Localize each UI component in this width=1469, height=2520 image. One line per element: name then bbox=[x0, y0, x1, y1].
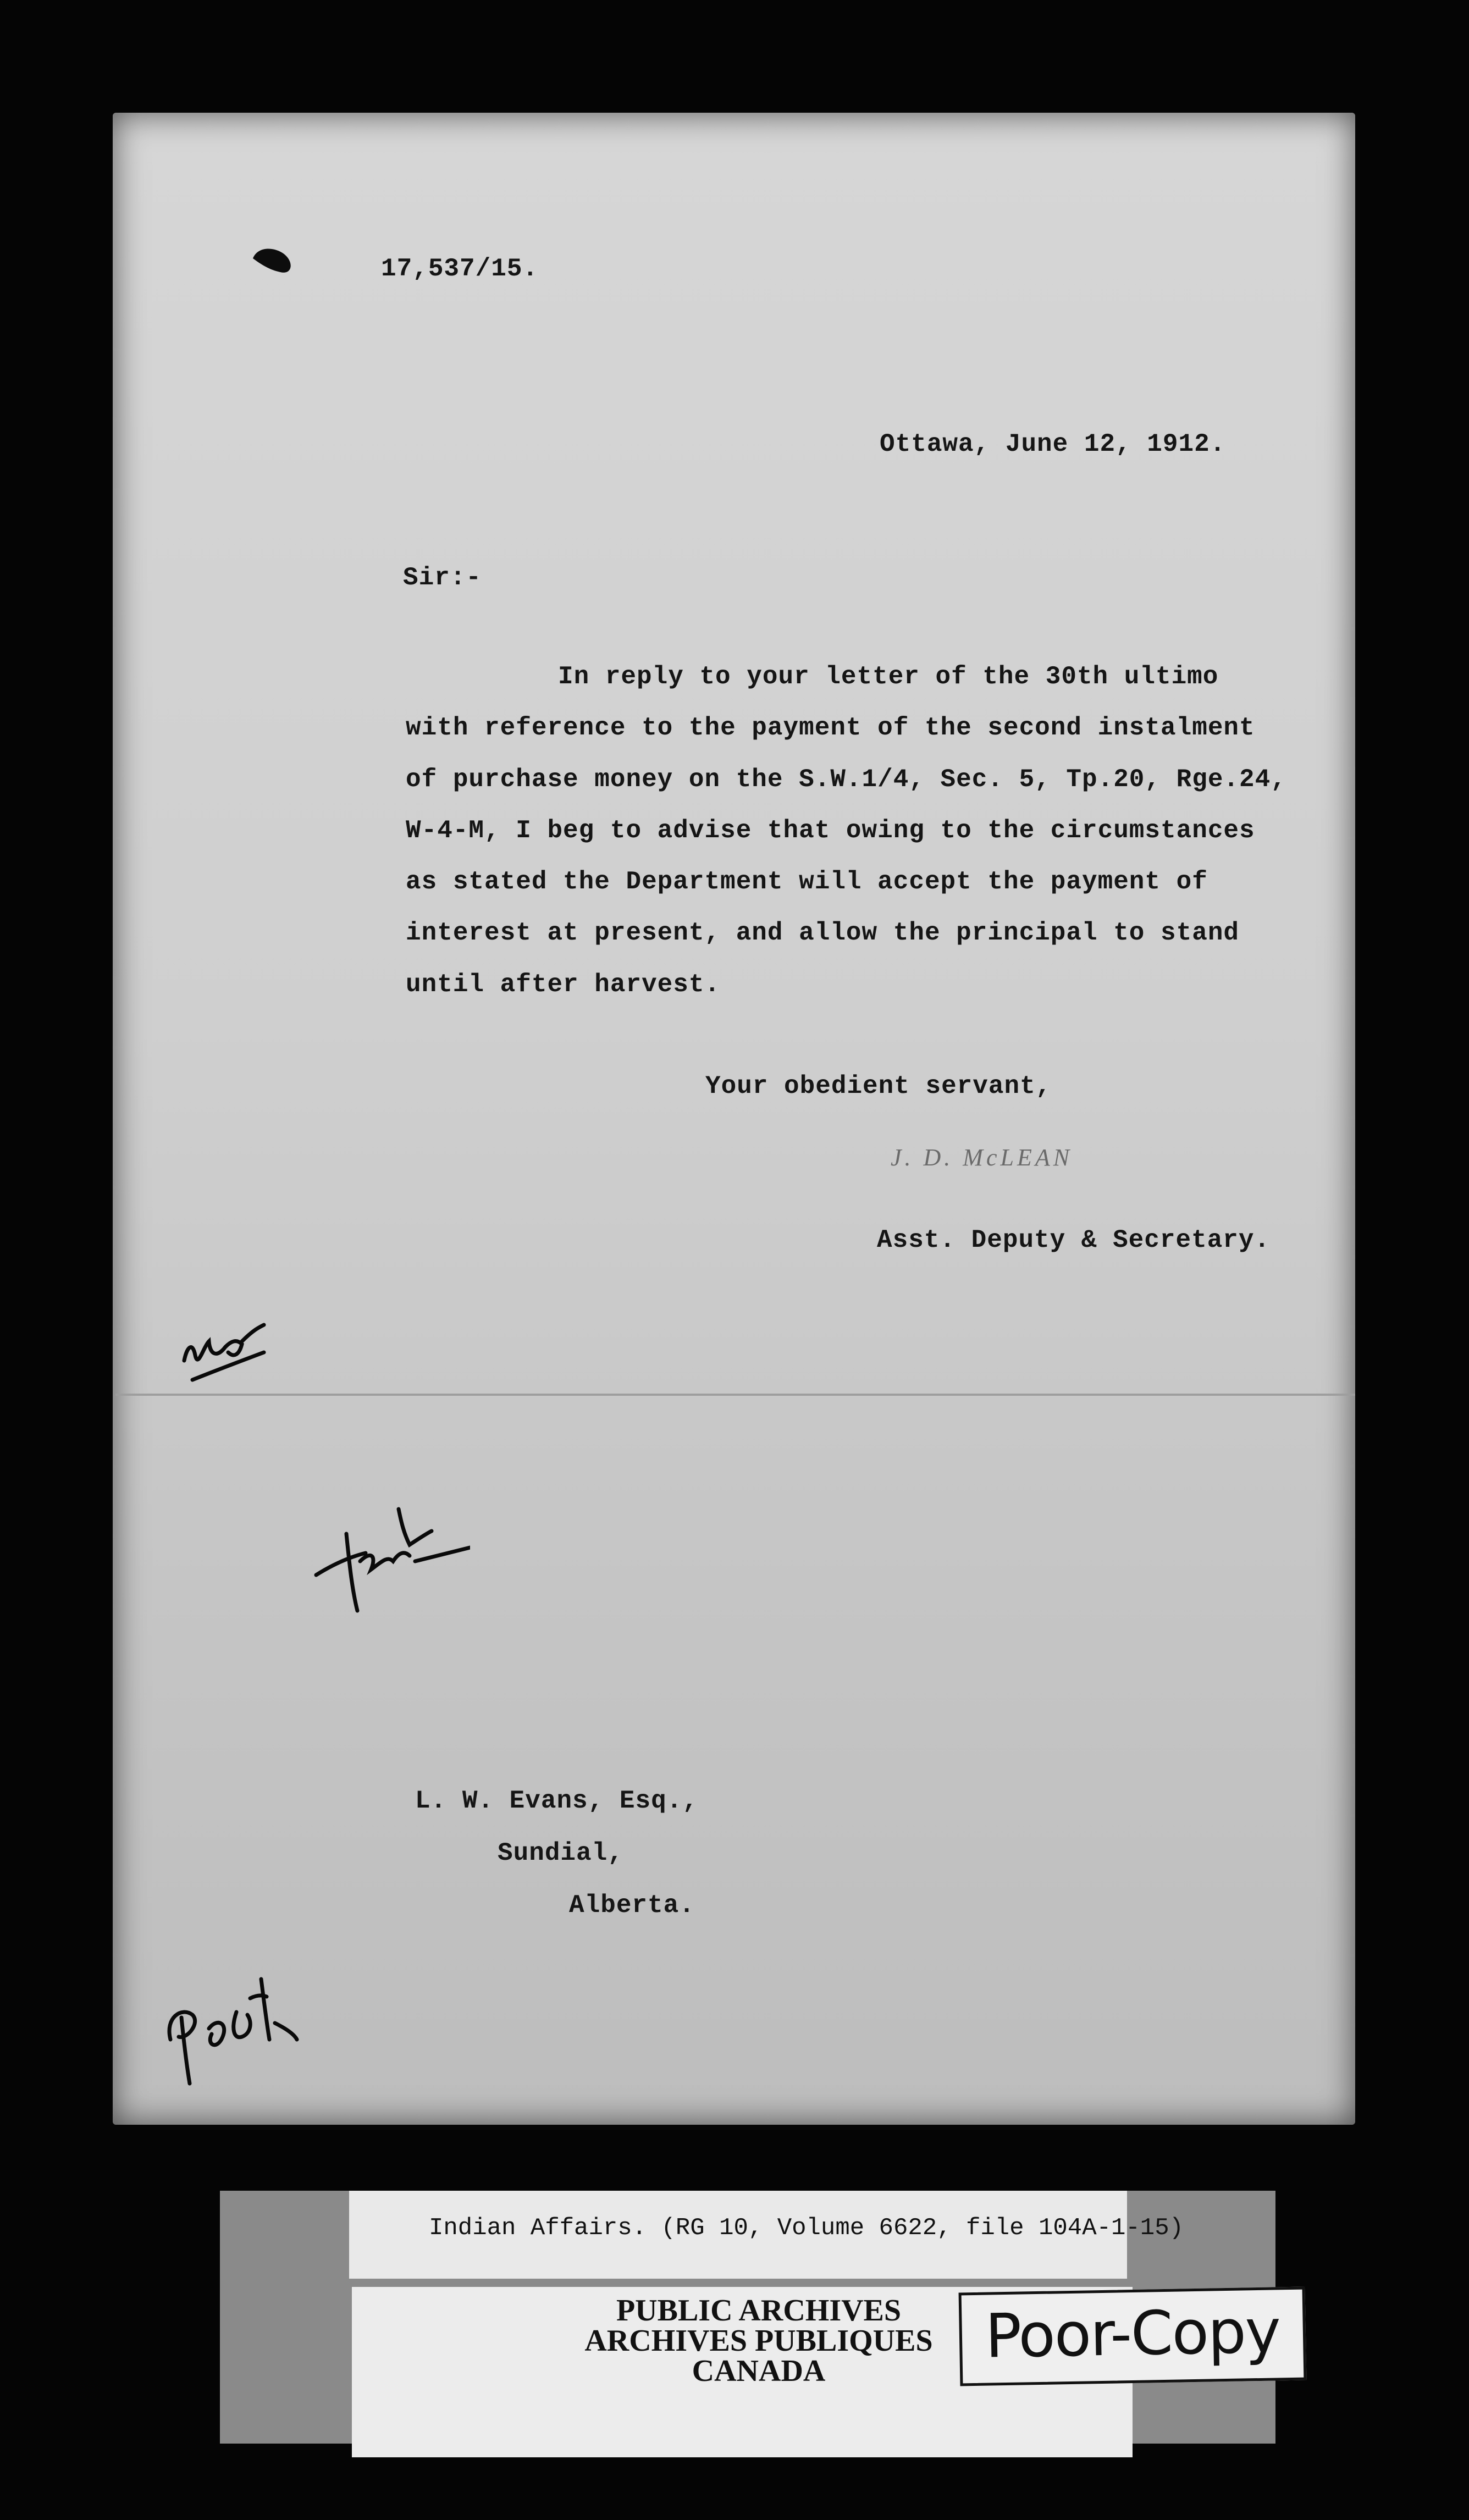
page-fold-line bbox=[115, 1394, 1355, 1396]
body-line: with reference to the payment of the second instalment bbox=[406, 714, 1255, 742]
body-line: as stated the Department will accept the payment of bbox=[406, 867, 1208, 896]
file-number: 17,537/15. bbox=[381, 255, 539, 283]
salutation: Sir:- bbox=[403, 563, 482, 592]
body-line: interest at present, and allow the principal to stand bbox=[406, 919, 1240, 947]
archive-line: PUBLIC ARCHIVES bbox=[616, 2294, 902, 2328]
body-line: W-4-M, I beg to advise that owing to the circumstances bbox=[406, 816, 1255, 845]
archive-reference: Indian Affairs. (RG 10, Volume 6622, file 104A-1-15) bbox=[429, 2214, 1184, 2242]
handwritten-initials-mark bbox=[154, 1946, 302, 2095]
handwritten-initials-mark bbox=[305, 1479, 470, 1627]
ink-blot-mark bbox=[247, 242, 302, 280]
body-line: In reply to your letter of the 30th ultimo bbox=[558, 662, 1219, 691]
poor-copy-stamp bbox=[959, 2287, 1307, 2386]
handwritten-initials-mark bbox=[176, 1308, 275, 1391]
date-line: Ottawa, June 12, 1912. bbox=[880, 430, 1226, 458]
poor-copy-text: Poor-Copy bbox=[984, 2296, 1280, 2372]
archive-line: ARCHIVES PUBLIQUES bbox=[584, 2324, 933, 2358]
address-line: Sundial, bbox=[498, 1839, 623, 1867]
address-line: L. W. Evans, Esq., bbox=[415, 1787, 698, 1815]
signature-title: Asst. Deputy & Secretary. bbox=[877, 1226, 1271, 1255]
body-line: of purchase money on the S.W.1/4, Sec. 5, Tp.20, Rge.24, bbox=[406, 765, 1286, 794]
address-line: Alberta. bbox=[569, 1891, 695, 1920]
letter-page bbox=[113, 113, 1355, 2125]
closing: Your obedient servant, bbox=[705, 1072, 1052, 1101]
body-line: until after harvest. bbox=[406, 970, 721, 999]
signature-stamp: J. D. McLEAN bbox=[891, 1144, 1073, 1171]
archive-line: CANADA bbox=[692, 2354, 826, 2388]
